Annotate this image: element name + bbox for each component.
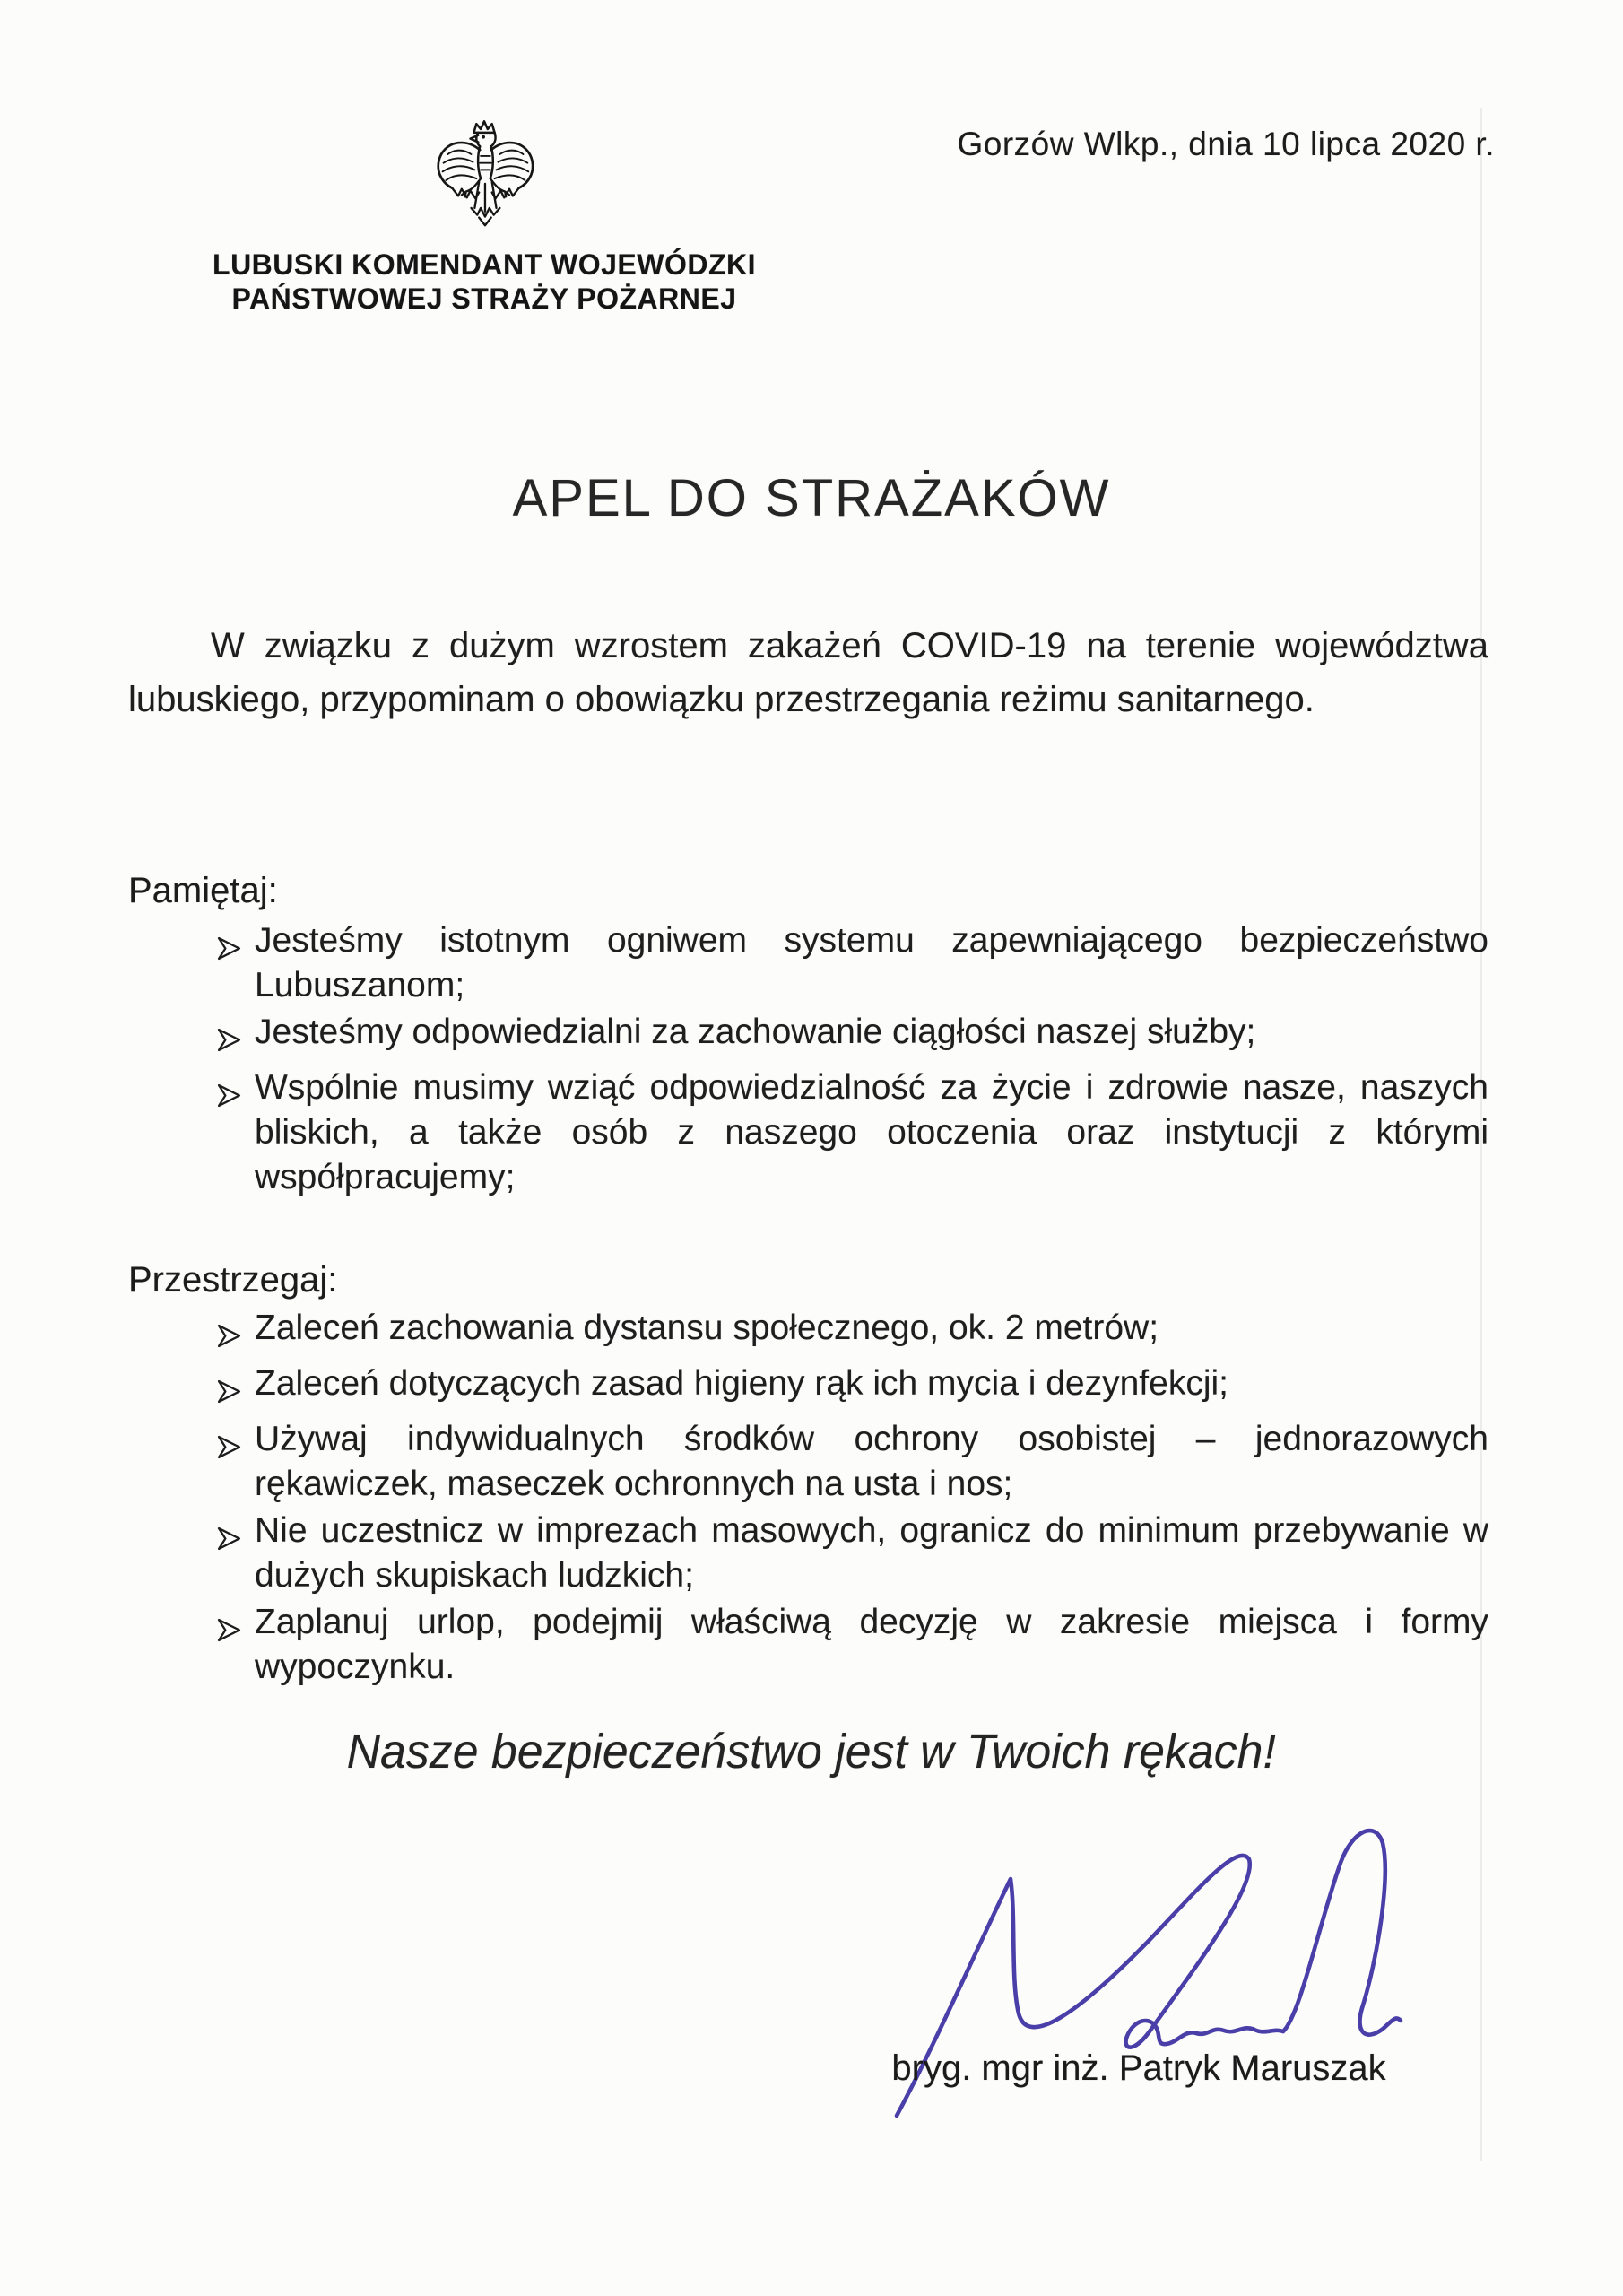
letterhead-line-1: LUBUSKI KOMENDANT WOJEWÓDZKI [213,248,756,281]
list-item-text: Jesteśmy odpowiedzialni za zachowanie ciągłości naszej służby; [255,1013,1256,1051]
list-item [213,1361,1488,1415]
polish-eagle-icon [432,118,536,242]
arrow-bullet-icon [213,1361,255,1415]
list-item [213,1509,1488,1598]
list-item [213,918,1488,1008]
letterhead-line-2: PAŃSTWOWEJ STRAŻY POŻARNEJ [231,283,737,315]
list-item [213,1600,1488,1690]
arrow-bullet-icon [213,1306,255,1360]
intro-paragraph: W związku z dużym wzrostem zakażeń COVID-19 na terenie województwa lubuskiego, przypominam o obowiązku przestrzegania reżimu sanitarnego. [128,626,1488,719]
section-heading-pamietaj: Pamiętaj: [128,871,278,910]
arrow-bullet-icon [213,1509,255,1562]
arrow-bullet-icon [213,1417,255,1471]
bullet-list-przestrzegaj [213,1306,1488,1692]
list-item-text: Zaleceń dotyczących zasad higieny rąk ich mycia i dezynfekcji; [255,1364,1228,1403]
list-item-text: Jesteśmy istotnym ogniwem systemu zapewniającego bezpieczeństwo Lubuszanom; [255,921,1488,1004]
document-title: APEL DO STRAŻAKÓW [512,469,1111,527]
arrow-bullet-icon [213,1600,255,1654]
list-item-text: Zaleceń zachowania dystansu społecznego, ok. 2 metrów; [255,1309,1159,1347]
letterhead [190,118,778,316]
list-item-text: Wspólnie musimy wziąć odpowiedzialność za życie i zdrowie nasze, naszych bliskich, a także osób z naszego otoczenia oraz instytucji z którymi współpracujemy; [255,1068,1488,1196]
list-item-text: Zaplanuj urlop, podejmij właściwą decyzję w zakresie miejsca i formy wypoczynku. [255,1603,1488,1686]
slogan-row [0,1724,1623,1779]
section-heading-przestrzegaj: Przestrzegaj: [128,1260,338,1300]
list-item-text: Nie uczestnicz w imprezach masowych, ogranicz do minimum przebywanie w dużych skupiskach ludzkich; [255,1511,1488,1595]
list-item [213,1306,1488,1360]
arrow-bullet-icon [213,1010,255,1064]
arrow-bullet-icon [213,1065,255,1119]
signature-name-line: bryg. mgr inż. Patryk Maruszak [891,2048,1386,2088]
arrow-bullet-icon [213,918,255,972]
slogan: Nasze bezpieczeństwo jest w Twoich rękach! [346,1725,1277,1779]
list-item [213,1065,1488,1200]
list-item [213,1010,1488,1064]
list-item [213,1417,1488,1507]
date-line: Gorzów Wlkp., dnia 10 lipca 2020 r. [957,126,1495,162]
bullet-list-pamietaj [213,918,1488,1202]
list-item-text: Używaj indywidualnych środków ochrony osobistej – jednorazowych rękawiczek, maseczek ochronnych na usta i nos; [255,1420,1488,1503]
